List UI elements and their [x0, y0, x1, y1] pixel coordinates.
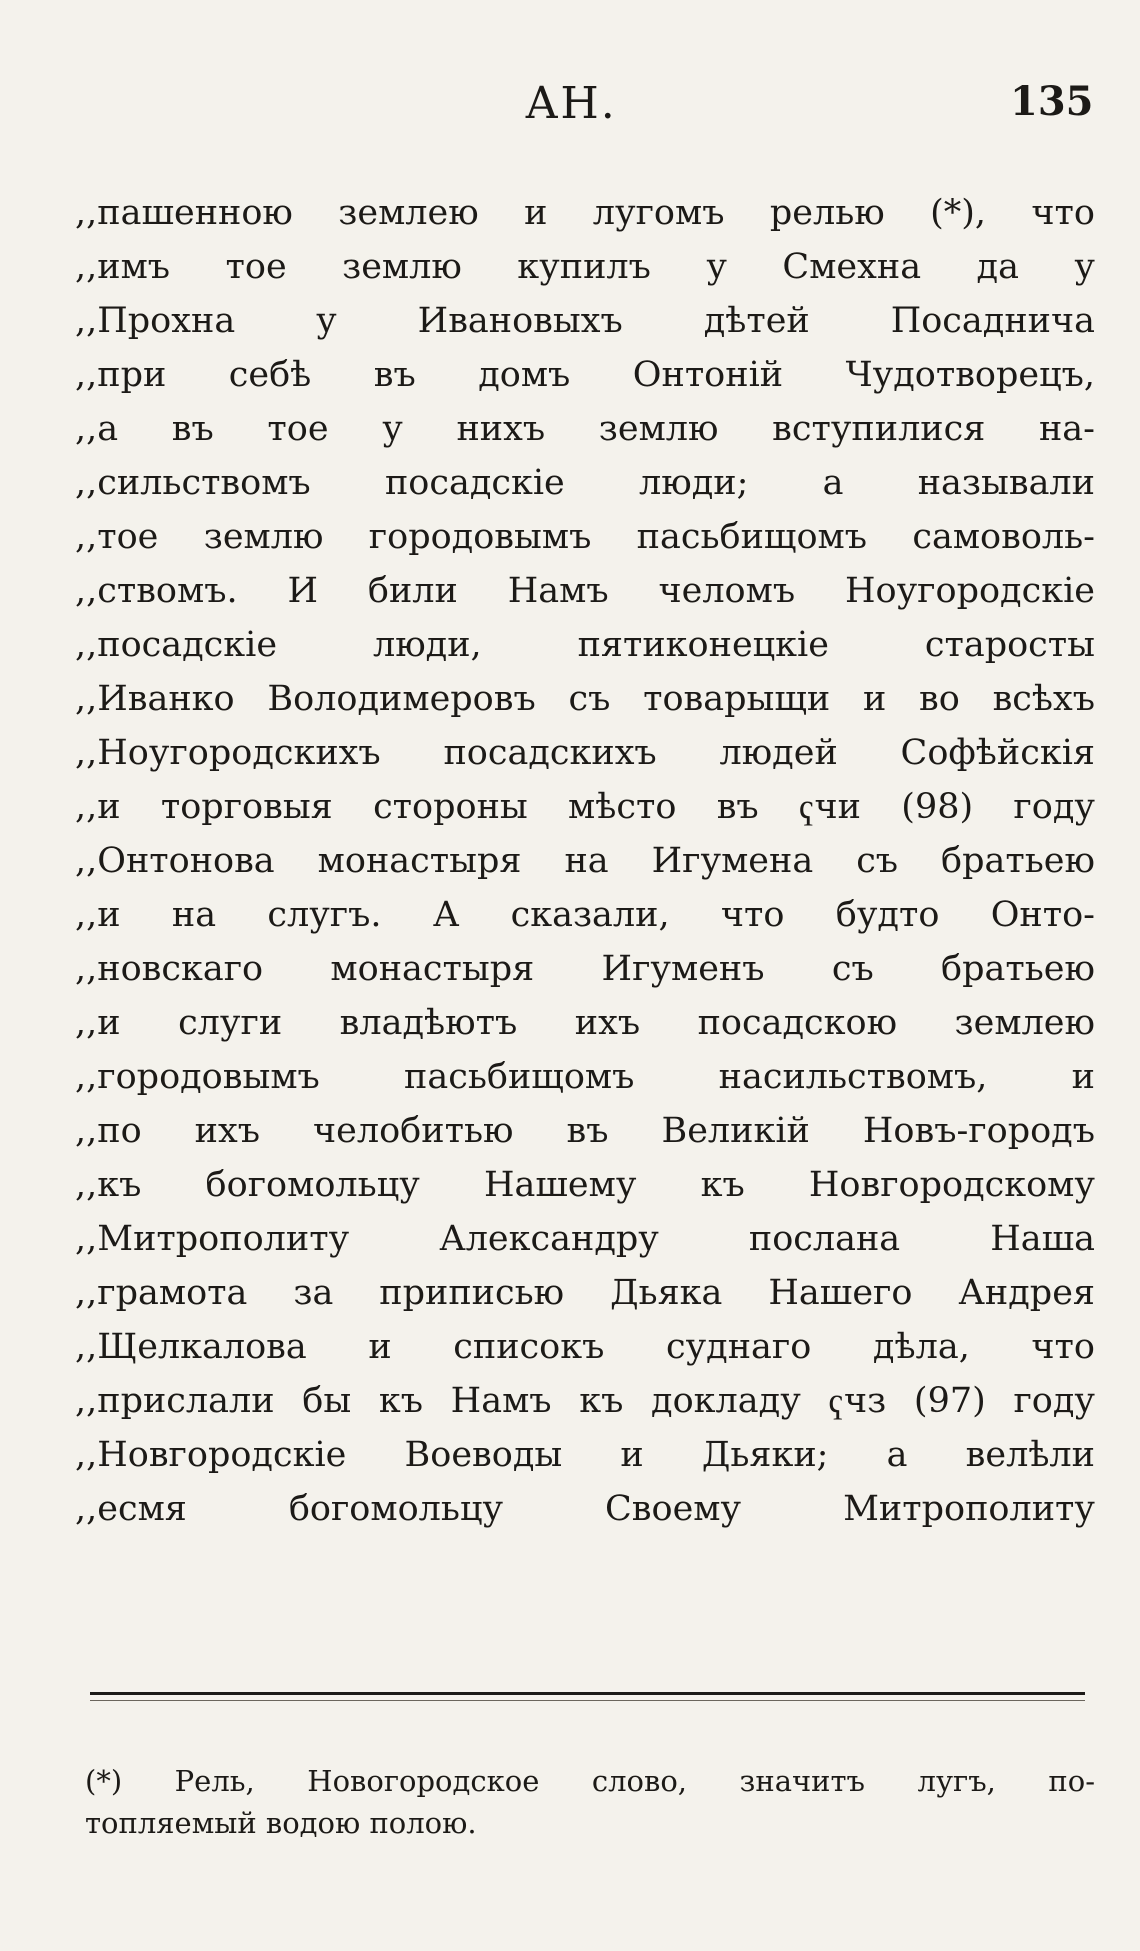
- text-line: ,,къ богомольцу Нашему къ Новгородскому: [75, 1165, 1095, 1205]
- text-line: ,,Митрополиту Александру послана Наша: [75, 1219, 1095, 1259]
- text-line: ,,есмя богомольцу Своему Митрополиту: [75, 1489, 1095, 1529]
- text-line: ,,Иванко Володимеровъ съ товарыщи и во всѣхъ: [75, 679, 1095, 719]
- page-number: 135: [1010, 78, 1094, 125]
- text-line: ,,городовымъ пасьбищомъ насильствомъ, и: [75, 1057, 1095, 1097]
- page-header: [0, 78, 1140, 138]
- text-line: ,,имъ тое землю купилъ у Смехна да у: [75, 247, 1095, 287]
- text-line: ,,и слуги владѣютъ ихъ посадскою землею: [75, 1003, 1095, 1043]
- text-line: ,,Онтонова монастыря на Игумена съ братьею: [75, 841, 1095, 881]
- text-line: ,,Щелкалова и списокъ суднаго дѣла, что: [75, 1327, 1095, 1367]
- text-line: ,,прислали бы къ Намъ къ докладу ҁчз (97) году: [75, 1381, 1095, 1421]
- footnote: [85, 1760, 1095, 1844]
- body-text: [75, 186, 1095, 1536]
- text-line: ,,и на слугъ. А сказали, что будто Онто-: [75, 895, 1095, 935]
- text-line: ,,а въ тое у нихъ землю вступилися на-: [75, 409, 1095, 449]
- text-line: ,,по ихъ челобитью въ Великій Новъ-городъ: [75, 1111, 1095, 1151]
- text-line: ,,Прохна у Ивановыхъ дѣтей Посаднича: [75, 301, 1095, 341]
- footnote-line: топляемый водою полою.: [85, 1806, 477, 1840]
- text-line: ,,тое землю городовымъ пасьбищомъ самоволь-: [75, 517, 1095, 557]
- text-line: ,,посадскіе люди, пятиконецкіе старосты: [75, 625, 1095, 665]
- text-line: ,,Новгородскіе Воеводы и Дьяки; а велѣли: [75, 1435, 1095, 1475]
- text-line: ,,ствомъ. И били Намъ челомъ Ноугородскіе: [75, 571, 1095, 611]
- text-line: ,,грамота за приписью Дьяка Нашего Андрея: [75, 1273, 1095, 1313]
- text-line: ,,сильствомъ посадскіе люди; а называли: [75, 463, 1095, 503]
- text-line: ,,новскаго монастыря Игуменъ съ братьею: [75, 949, 1095, 989]
- text-line: ,,пашенною землею и лугомъ релью (*), что: [75, 193, 1095, 233]
- text-line: ,,Ноугородскихъ посадскихъ людей Софѣйскія: [75, 733, 1095, 773]
- text-line: ,,и торговыя стороны мѣсто въ ҁчи (98) году: [75, 787, 1095, 827]
- footnote-separator-rule-thin: [90, 1700, 1085, 1701]
- footnote-separator-rule: [90, 1692, 1085, 1695]
- text-line: ,,при себѣ въ домъ Онтоній Чудотворецъ,: [75, 355, 1095, 395]
- running-head: АН.: [525, 78, 617, 129]
- footnote-line: (*) Рель, Новогородское слово, значитъ лугъ, по-: [85, 1764, 1095, 1798]
